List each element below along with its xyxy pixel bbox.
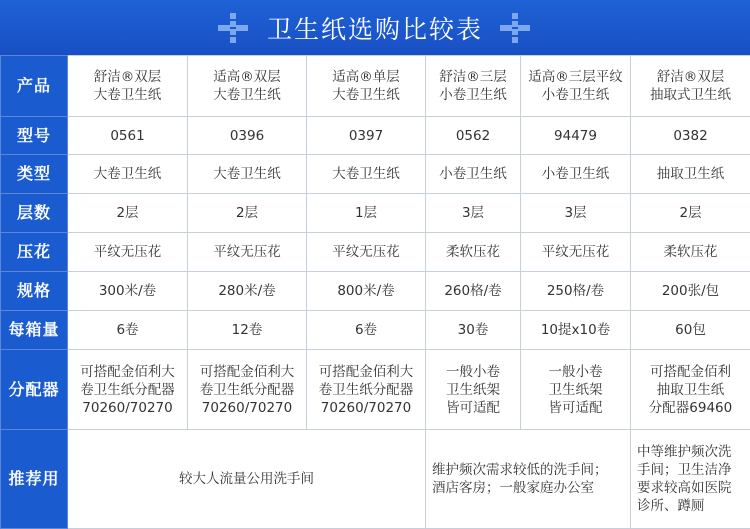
row-label-spec: 规格	[1, 272, 68, 311]
type-cell: 小卷卫生纸	[426, 155, 521, 194]
recommend-cell-facial: 中等维护频次洗 手间；卫生洁净 要求较高如医院 诊所、蹲厕	[631, 430, 750, 529]
per-case-cell: 10提x10卷	[521, 311, 631, 350]
layers-cell: 2层	[631, 194, 750, 233]
model-cell: 0382	[631, 117, 750, 155]
type-cell: 大卷卫生纸	[68, 155, 188, 194]
per-case-cell: 12卷	[188, 311, 307, 350]
cross-decoration-icon	[218, 13, 248, 43]
row-label-dispenser: 分配器	[1, 350, 68, 430]
layers-cell: 2层	[68, 194, 188, 233]
product-name-cell: 舒洁®双层 大卷卫生纸	[68, 56, 188, 117]
product-name-cell: 适高®三层平纹 小卷卫生纸	[521, 56, 631, 117]
emboss-cell: 柔软压花	[631, 233, 750, 272]
product-name-cell: 舒洁®三层 小卷卫生纸	[426, 56, 521, 117]
layers-cell: 3层	[521, 194, 631, 233]
per-case-cell: 6卷	[307, 311, 426, 350]
emboss-cell: 平纹无压花	[521, 233, 631, 272]
per-case-cell: 6卷	[68, 311, 188, 350]
table-row-spec	[1, 272, 750, 311]
cross-decoration-icon	[500, 13, 530, 43]
row-label-model: 型号	[1, 117, 68, 155]
emboss-cell: 平纹无压花	[188, 233, 307, 272]
table-row-dispenser	[1, 350, 750, 430]
row-label-layers: 层数	[1, 194, 68, 233]
layers-cell: 3层	[426, 194, 521, 233]
row-label-recommend: 推荐用	[1, 430, 68, 529]
dispenser-cell: 一般小卷 卫生纸架 皆可适配	[426, 350, 521, 430]
table-row-per-case	[1, 311, 750, 350]
recommend-cell-small-roll: 维护频次需求较低的洗手间； 酒店客房；一般家庭办公室	[426, 430, 631, 529]
spec-cell: 300米/卷	[68, 272, 188, 311]
type-cell: 大卷卫生纸	[188, 155, 307, 194]
table-row-emboss	[1, 233, 750, 272]
emboss-cell: 平纹无压花	[68, 233, 188, 272]
row-label-per-case: 每箱量	[1, 311, 68, 350]
per-case-cell: 60包	[631, 311, 750, 350]
row-label-product: 产品	[1, 56, 68, 117]
product-name-cell: 适高®双层 大卷卫生纸	[188, 56, 307, 117]
product-name-cell: 适高®单层 大卷卫生纸	[307, 56, 426, 117]
spec-cell: 800米/卷	[307, 272, 426, 311]
emboss-cell: 柔软压花	[426, 233, 521, 272]
type-cell: 抽取卫生纸	[631, 155, 750, 194]
layers-cell: 1层	[307, 194, 426, 233]
type-cell: 大卷卫生纸	[307, 155, 426, 194]
table-row-product	[1, 56, 750, 117]
spec-cell: 280米/卷	[188, 272, 307, 311]
spec-cell: 260格/卷	[426, 272, 521, 311]
table-row-model	[1, 117, 750, 155]
model-cell: 94479	[521, 117, 631, 155]
spec-cell: 200张/包	[631, 272, 750, 311]
model-cell: 0396	[188, 117, 307, 155]
model-cell: 0561	[68, 117, 188, 155]
model-cell: 0397	[307, 117, 426, 155]
layers-cell: 2层	[188, 194, 307, 233]
row-label-type: 类型	[1, 155, 68, 194]
comparison-table	[0, 55, 750, 529]
row-label-emboss: 压花	[1, 233, 68, 272]
table-row-type	[1, 155, 750, 194]
type-cell: 小卷卫生纸	[521, 155, 631, 194]
model-cell: 0562	[426, 117, 521, 155]
spec-cell: 250格/卷	[521, 272, 631, 311]
emboss-cell: 平纹无压花	[307, 233, 426, 272]
dispenser-cell: 可搭配金佰利大 卷卫生纸分配器 70260/70270	[307, 350, 426, 430]
dispenser-cell: 一般小卷 卫生纸架 皆可适配	[521, 350, 631, 430]
table-row-recommend	[1, 430, 750, 529]
title-banner	[0, 0, 750, 55]
dispenser-cell: 可搭配金佰利大 卷卫生纸分配器 70260/70270	[68, 350, 188, 430]
product-name-cell: 舒洁®双层 抽取式卫生纸	[631, 56, 750, 117]
table-row-layers	[1, 194, 750, 233]
per-case-cell: 30卷	[426, 311, 521, 350]
dispenser-cell: 可搭配金佰利大 卷卫生纸分配器 70260/70270	[188, 350, 307, 430]
recommend-cell-large-roll: 较大人流量公用洗手间	[68, 430, 426, 529]
dispenser-cell: 可搭配金佰利 抽取卫生纸 分配器69460	[631, 350, 750, 430]
page-title: 卫生纸选购比较表	[267, 10, 483, 46]
